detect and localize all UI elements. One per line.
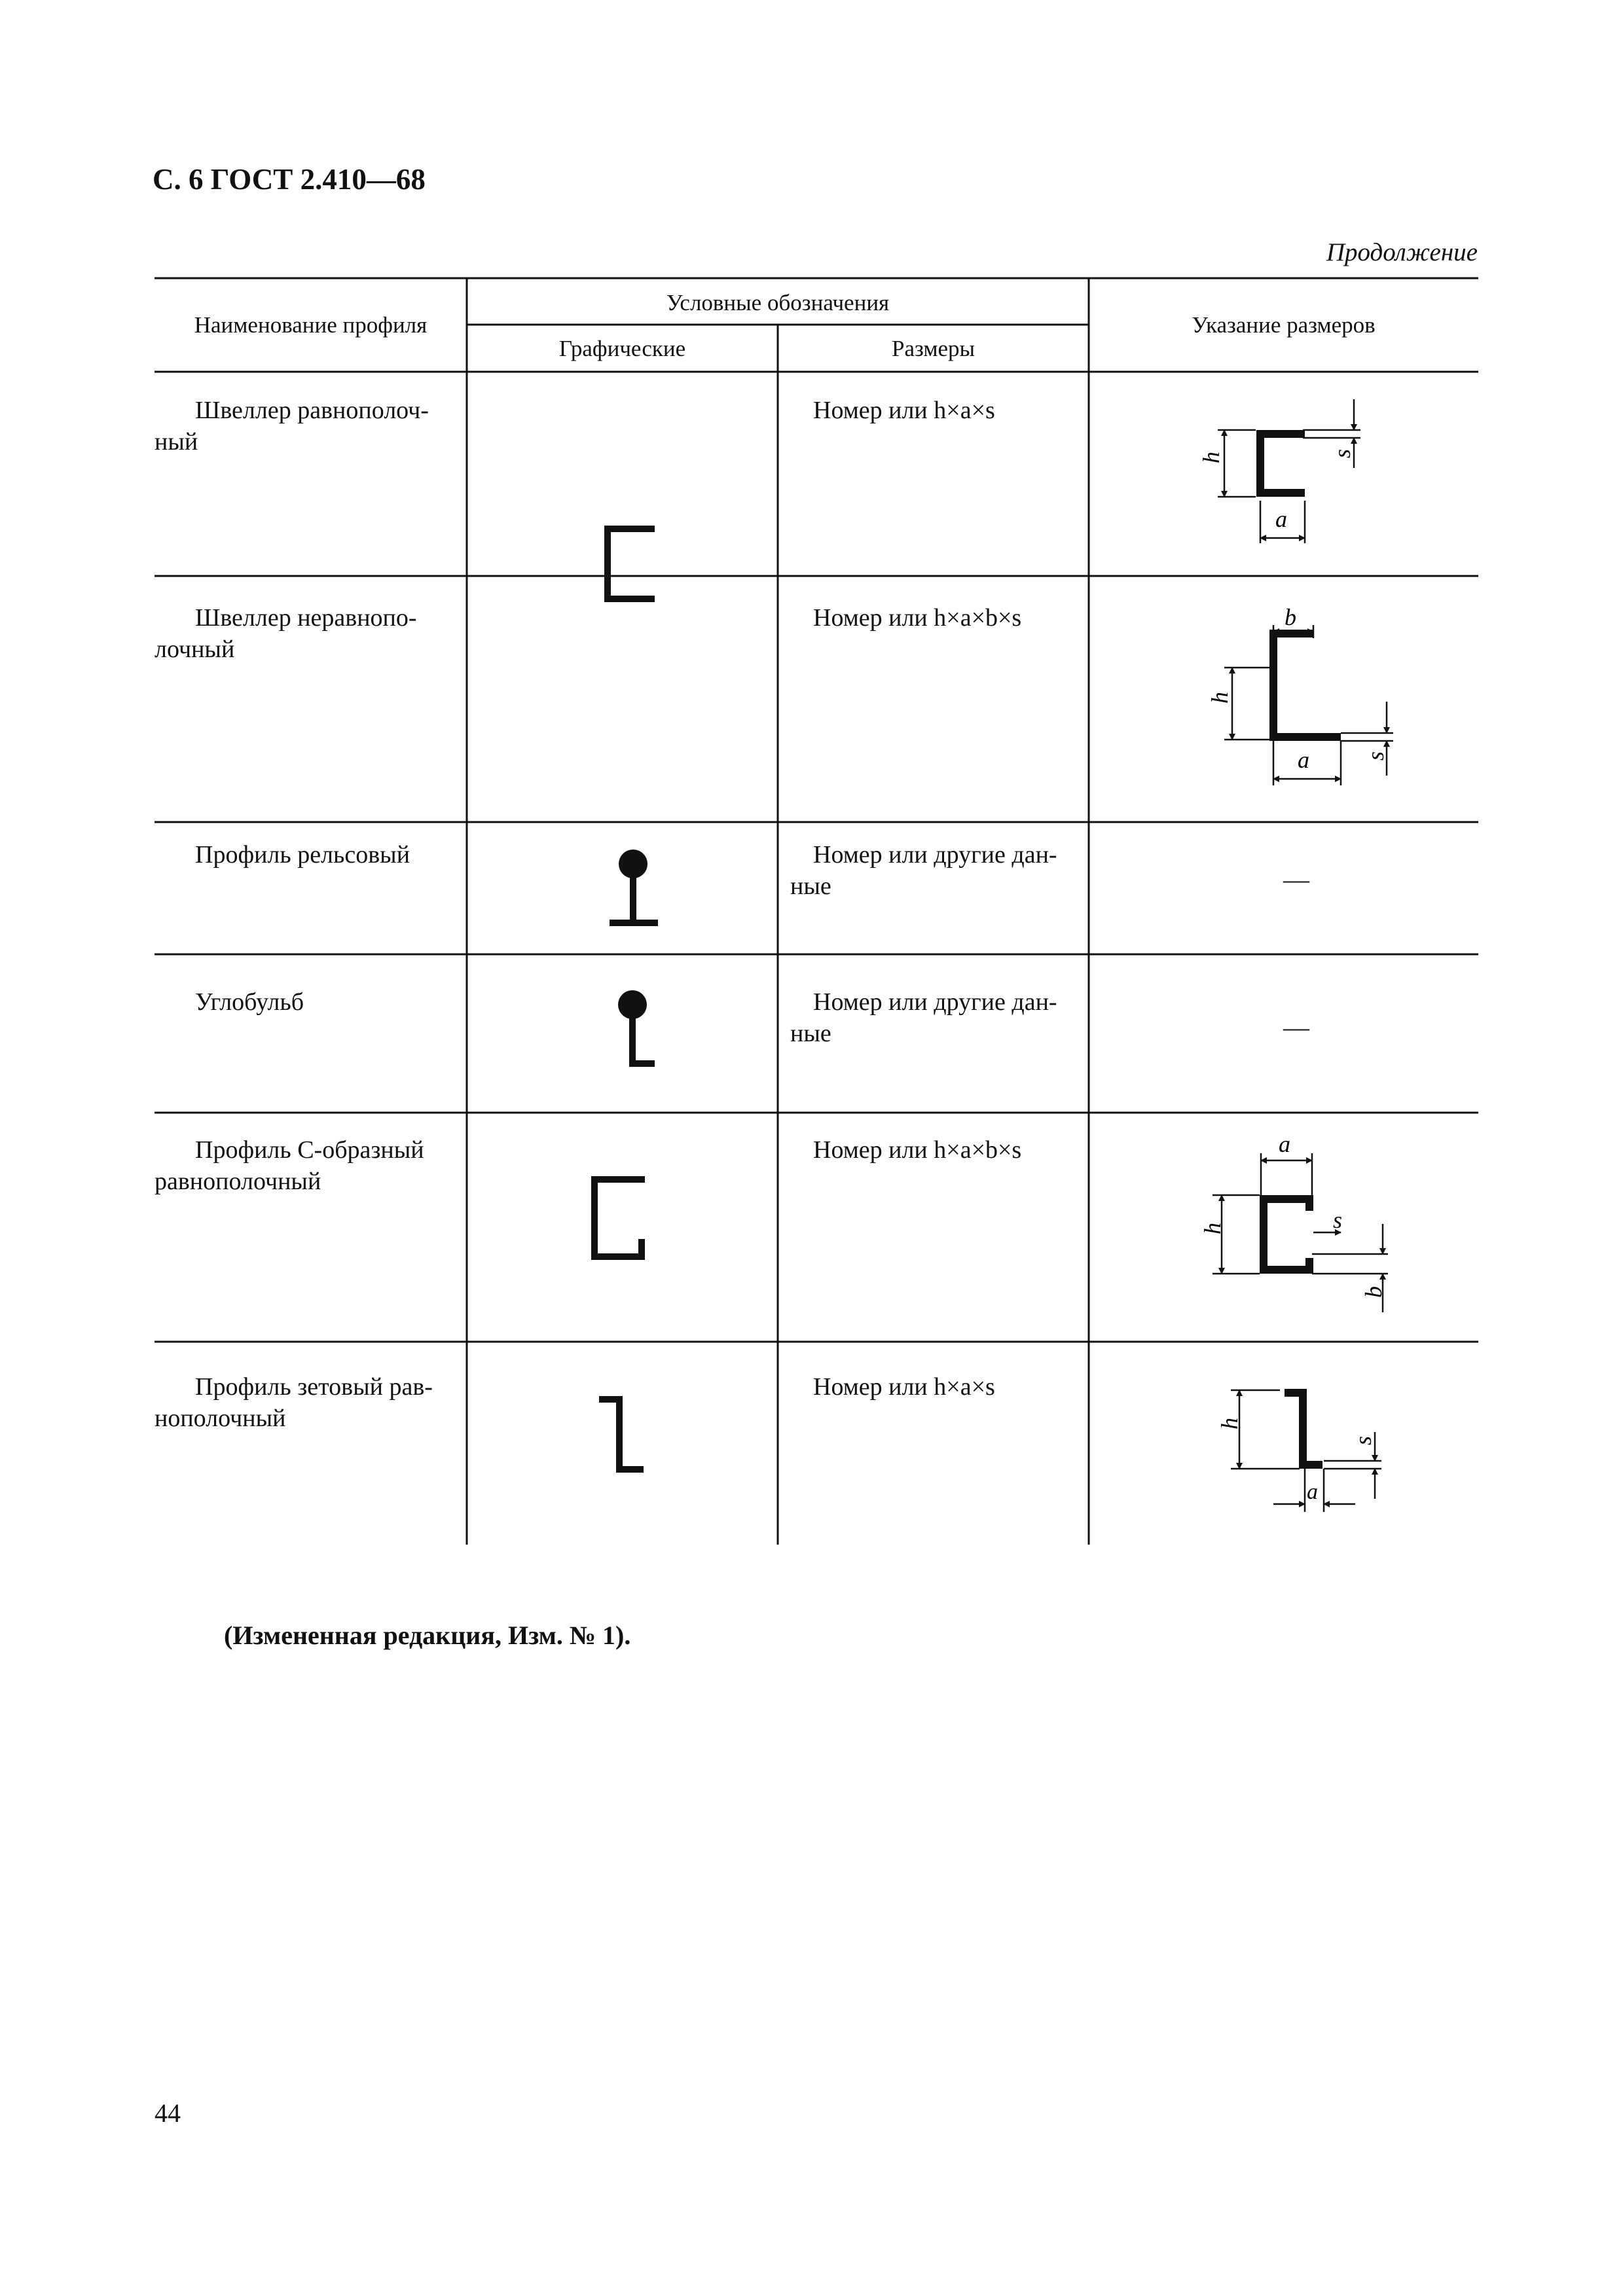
- row-size: Номер или h×a×s: [813, 397, 995, 424]
- row-name-line: Профиль рельсовый: [195, 841, 410, 869]
- row-name: [155, 602, 462, 665]
- continuation-label: Продолжение: [1326, 238, 1478, 266]
- dim-letter-a: a: [1275, 506, 1287, 532]
- row-size-line: Номер или другие дан-: [813, 988, 1057, 1016]
- row-name-line: Швеллер неравнопо-: [195, 604, 417, 632]
- dim-letter-b: b: [1360, 1286, 1387, 1298]
- dim-letter-s: s: [1329, 448, 1355, 458]
- row-size: [790, 986, 1091, 1049]
- row-name-line: Профиль зетовый рав-: [195, 1373, 433, 1401]
- dim-letter-b: b: [1285, 604, 1296, 630]
- dim-letter-h: h: [1207, 692, 1233, 704]
- col-header-symbols: Условные обозначения: [666, 290, 890, 315]
- dim-letter-h: h: [1198, 452, 1224, 463]
- row-name-line: равнополочный: [155, 1168, 321, 1195]
- row-size: Номер или h×a×b×s: [813, 604, 1022, 632]
- row-name-line: нополочный: [155, 1405, 286, 1432]
- row-name: [155, 395, 462, 457]
- row-size: Номер или h×a×s: [813, 1373, 995, 1401]
- row-name: [155, 839, 462, 870]
- dim-letter-h: h: [1199, 1223, 1226, 1234]
- page-number: 44: [155, 2098, 181, 2128]
- page-header: С. 6 ГОСТ 2.410—68: [153, 163, 426, 196]
- row-name: [155, 986, 462, 1018]
- dim-letter-s: s: [1350, 1435, 1376, 1445]
- row-size: [790, 839, 1091, 902]
- row-dims-dash: —: [1283, 865, 1309, 894]
- row-size: Номер или h×a×b×s: [813, 1136, 1022, 1164]
- row-name-line: ный: [155, 428, 198, 456]
- row-name-line: Углобульб: [195, 988, 304, 1016]
- col-header-name: Наименование профиля: [194, 312, 428, 338]
- row-size-line: ные: [790, 1020, 831, 1047]
- dim-letter-a: a: [1279, 1131, 1290, 1157]
- col-header-dims: Указание размеров: [1192, 312, 1376, 338]
- row-size-line: Номер или другие дан-: [813, 841, 1057, 869]
- row-dims-dash: —: [1283, 1013, 1309, 1042]
- dim-letter-a: a: [1298, 747, 1309, 773]
- dim-letter-h: h: [1216, 1418, 1243, 1429]
- dim-letter-s: s: [1333, 1207, 1343, 1233]
- col-header-graphic: Графические: [558, 336, 686, 361]
- row-name-line: Профиль С-образный: [195, 1136, 424, 1164]
- row-name-line: Швеллер равнополоч-: [195, 397, 429, 424]
- amendment-note: (Измененная редакция, Изм. № 1).: [224, 1621, 631, 1650]
- row-name: [155, 1134, 462, 1197]
- row-name-line: лочный: [155, 636, 235, 663]
- row-name: [155, 1371, 462, 1434]
- dim-letter-a: a: [1307, 1480, 1318, 1504]
- dim-letter-s: s: [1362, 751, 1389, 761]
- row-size-line: ные: [790, 872, 831, 900]
- col-header-size: Размеры: [891, 336, 976, 361]
